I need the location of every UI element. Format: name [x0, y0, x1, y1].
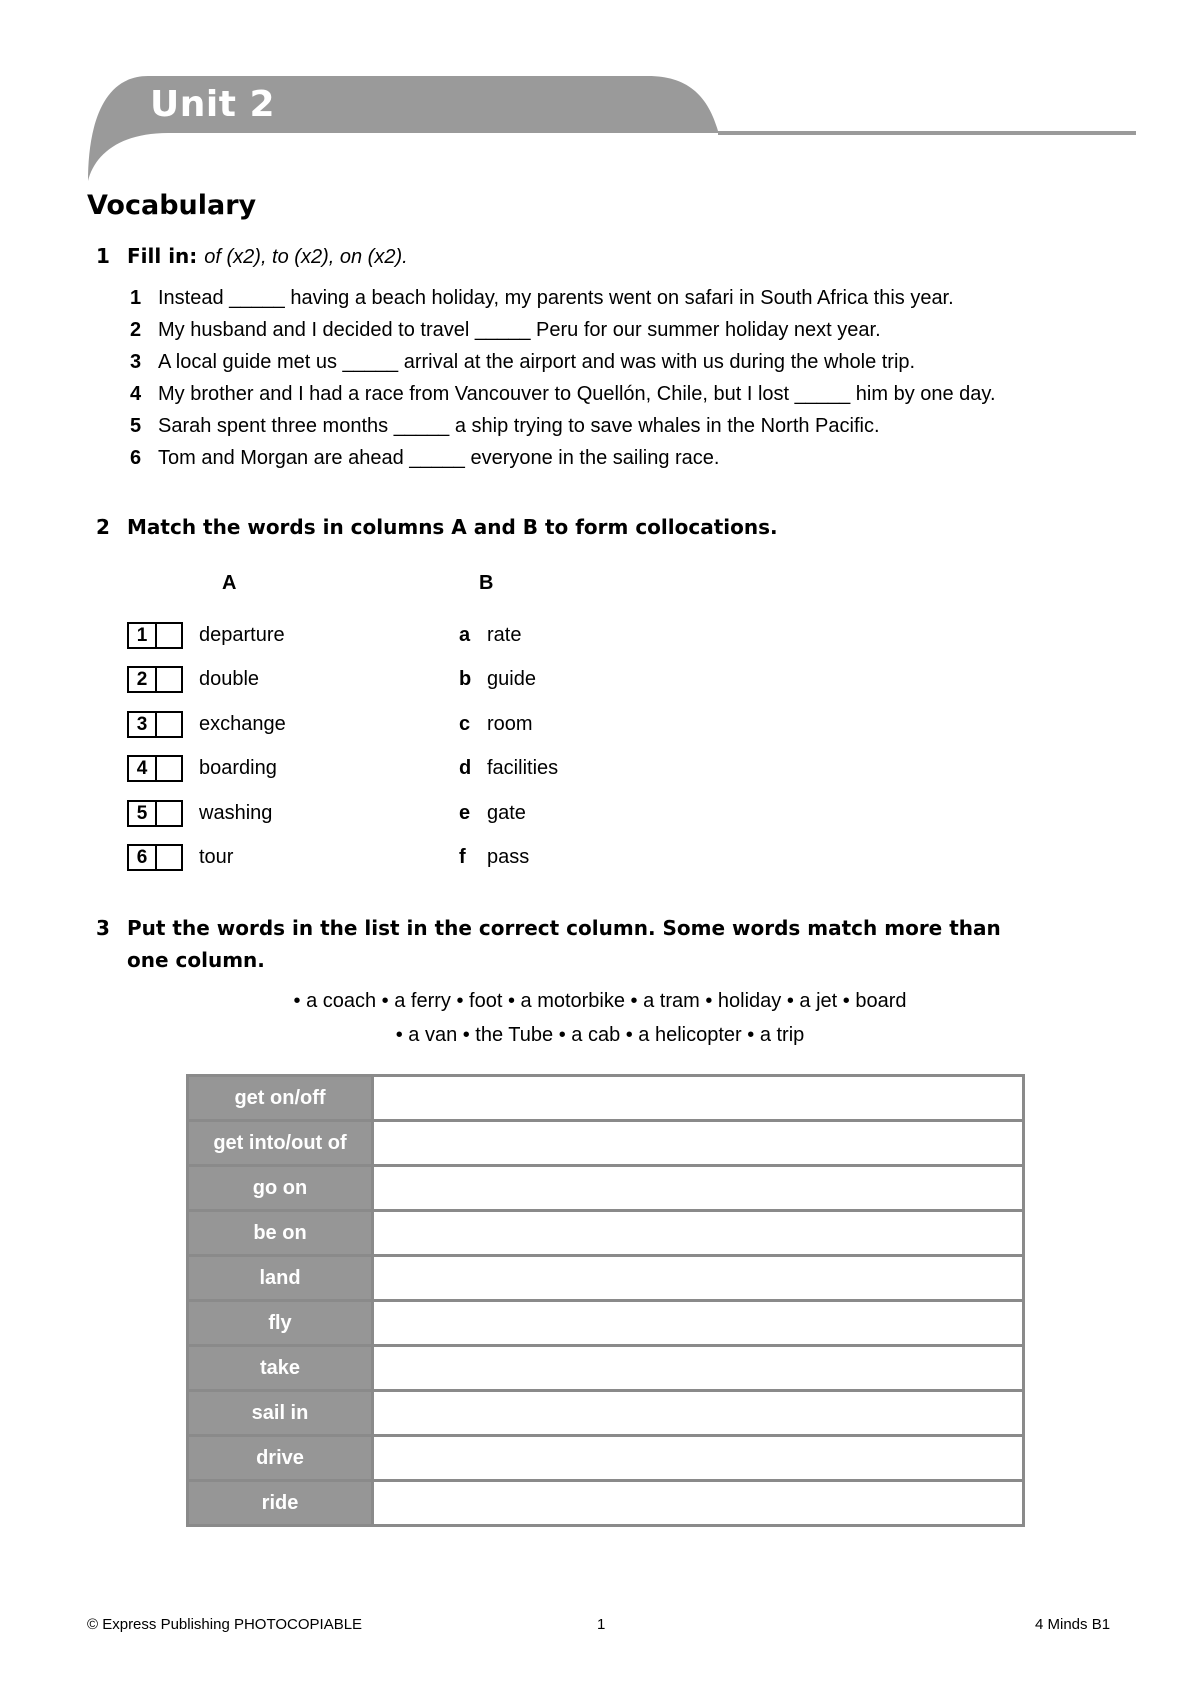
item-number: 1: [130, 287, 142, 309]
exercise-1-number: 1: [96, 244, 110, 268]
column-b-letter: e: [459, 801, 471, 824]
exercise-2-instruction: Match the words in columns A and B to form collocations.: [127, 515, 778, 539]
column-b-letter: f: [459, 846, 466, 869]
fill-in-item: [130, 378, 996, 410]
answer-box-number: 1: [129, 624, 157, 647]
answer-cell[interactable]: [373, 1211, 1024, 1256]
footer-copyright: © Express Publishing PHOTOCOPIABLE: [87, 1616, 363, 1633]
column-a-item: [127, 613, 286, 658]
answer-cell[interactable]: [373, 1391, 1024, 1436]
column-b-item: [459, 747, 558, 792]
row-label: ride: [188, 1481, 373, 1526]
item-number: 5: [130, 415, 142, 437]
column-a-word: double: [199, 668, 260, 691]
column-a-item: [127, 747, 286, 792]
answer-cell[interactable]: [373, 1481, 1024, 1526]
answer-box-number: 6: [129, 846, 157, 869]
column-b-item: [459, 702, 558, 747]
table-row: [188, 1211, 1024, 1256]
fill-in-item: [130, 314, 996, 346]
answer-cell[interactable]: [373, 1121, 1024, 1166]
exercise-1-options: of (x2), to (x2), on (x2).: [204, 246, 408, 268]
answer-cell[interactable]: [373, 1436, 1024, 1481]
answer-box[interactable]: [127, 755, 183, 782]
row-label: get into/out of: [188, 1121, 373, 1166]
column-b-letter: c: [459, 712, 471, 735]
table-row: [188, 1391, 1024, 1436]
word-list-line-2: • a van • the Tube • a cab • a helicopter • a trip: [395, 1024, 805, 1046]
row-label: sail in: [188, 1391, 373, 1436]
answer-cell[interactable]: [373, 1301, 1024, 1346]
column-a-word: boarding: [199, 757, 277, 780]
exercise-3-instruction-line2: one column.: [127, 948, 265, 972]
answer-box-number: 4: [129, 757, 157, 780]
column-b-letter: a: [459, 623, 471, 646]
item-sentence: Instead _____ having a beach holiday, my parents went on safari in South Africa this year.: [158, 287, 954, 309]
column-a-word: departure: [199, 623, 285, 646]
fill-in-item: [130, 346, 996, 378]
answer-box[interactable]: [127, 711, 183, 738]
row-label: get on/off: [188, 1076, 373, 1121]
table-row: [188, 1481, 1024, 1526]
fill-in-item: [130, 442, 996, 474]
row-label: go on: [188, 1166, 373, 1211]
column-a-word: tour: [199, 846, 234, 869]
exercise-3-number: 3: [96, 916, 110, 940]
answer-box[interactable]: [127, 800, 183, 827]
column-b-word: facilities: [487, 757, 559, 780]
column-b-word: pass: [487, 846, 530, 869]
column-a-item: [127, 702, 286, 747]
answer-cell[interactable]: [373, 1076, 1024, 1121]
table-row: [188, 1301, 1024, 1346]
column-b-word: guide: [487, 668, 536, 691]
answer-box[interactable]: [127, 666, 183, 693]
column-a-item: [127, 658, 286, 703]
answer-box-number: 2: [129, 668, 157, 691]
column-b-item: [459, 613, 558, 658]
column-b-item: [459, 658, 558, 703]
column-a-item: [127, 836, 286, 881]
table-row: [188, 1346, 1024, 1391]
unit-title: Unit 2: [150, 84, 275, 125]
table-row: [188, 1436, 1024, 1481]
answer-box-number: 5: [129, 802, 157, 825]
item-sentence: A local guide met us _____ arrival at the airport and was with us during the whole trip.: [158, 351, 916, 373]
item-number: 4: [130, 383, 142, 405]
table-row: [188, 1076, 1024, 1121]
row-label: land: [188, 1256, 373, 1301]
item-number: 3: [130, 351, 142, 373]
footer-book-title: 4 Minds B1: [1035, 1616, 1111, 1633]
word-category-table: [186, 1074, 1025, 1527]
item-sentence: Sarah spent three months _____ a ship trying to save whales in the North Pacific.: [158, 415, 880, 437]
footer-page-number: 1: [597, 1616, 606, 1633]
column-b-letter: d: [459, 757, 472, 780]
item-number: 2: [130, 319, 142, 341]
column-b-word: gate: [487, 801, 526, 824]
item-number: 6: [130, 447, 142, 469]
row-label: fly: [188, 1301, 373, 1346]
fill-in-item: [130, 410, 996, 442]
column-b-word: rate: [487, 623, 522, 646]
answer-cell[interactable]: [373, 1346, 1024, 1391]
exercise-1-items: [130, 282, 996, 474]
row-label: drive: [188, 1436, 373, 1481]
column-a-word: washing: [199, 801, 273, 824]
table-row: [188, 1256, 1024, 1301]
column-a-word: exchange: [199, 712, 286, 735]
exercise-1-instruction: Fill in: of (x2), to (x2), on (x2).: [127, 244, 408, 268]
word-list-line-1: • a coach • a ferry • foot • a motorbike • a tram • holiday • a jet • board: [293, 990, 907, 1012]
column-b-item: [459, 836, 558, 881]
column-b-word: room: [487, 712, 533, 735]
column-a-heading: A: [222, 572, 237, 594]
exercise-2-number: 2: [96, 515, 110, 539]
table-row: [188, 1166, 1024, 1211]
exercise-3-instruction-line1: Put the words in the list in the correct column. Some words match more than: [127, 916, 1001, 940]
column-b-letter: b: [459, 668, 472, 691]
item-sentence: My brother and I had a race from Vancouver to Quellón, Chile, but I lost _____ him by one day.: [158, 383, 996, 405]
column-b-item: [459, 791, 558, 836]
row-label: be on: [188, 1211, 373, 1256]
answer-cell[interactable]: [373, 1256, 1024, 1301]
item-sentence: My husband and I decided to travel _____ Peru for our summer holiday next year.: [158, 319, 881, 341]
item-sentence: Tom and Morgan are ahead _____ everyone in the sailing race.: [158, 447, 720, 469]
table-row: [188, 1121, 1024, 1166]
answer-cell[interactable]: [373, 1166, 1024, 1211]
column-b-heading: B: [479, 572, 494, 594]
column-a-item: [127, 791, 286, 836]
column-a-list: [127, 613, 286, 880]
answer-box[interactable]: [127, 622, 183, 649]
column-b-list: [459, 613, 558, 880]
row-label: take: [188, 1346, 373, 1391]
fill-in-item: [130, 282, 996, 314]
section-title: Vocabulary: [87, 190, 257, 221]
answer-box-number: 3: [129, 713, 157, 736]
answer-box[interactable]: [127, 844, 183, 871]
